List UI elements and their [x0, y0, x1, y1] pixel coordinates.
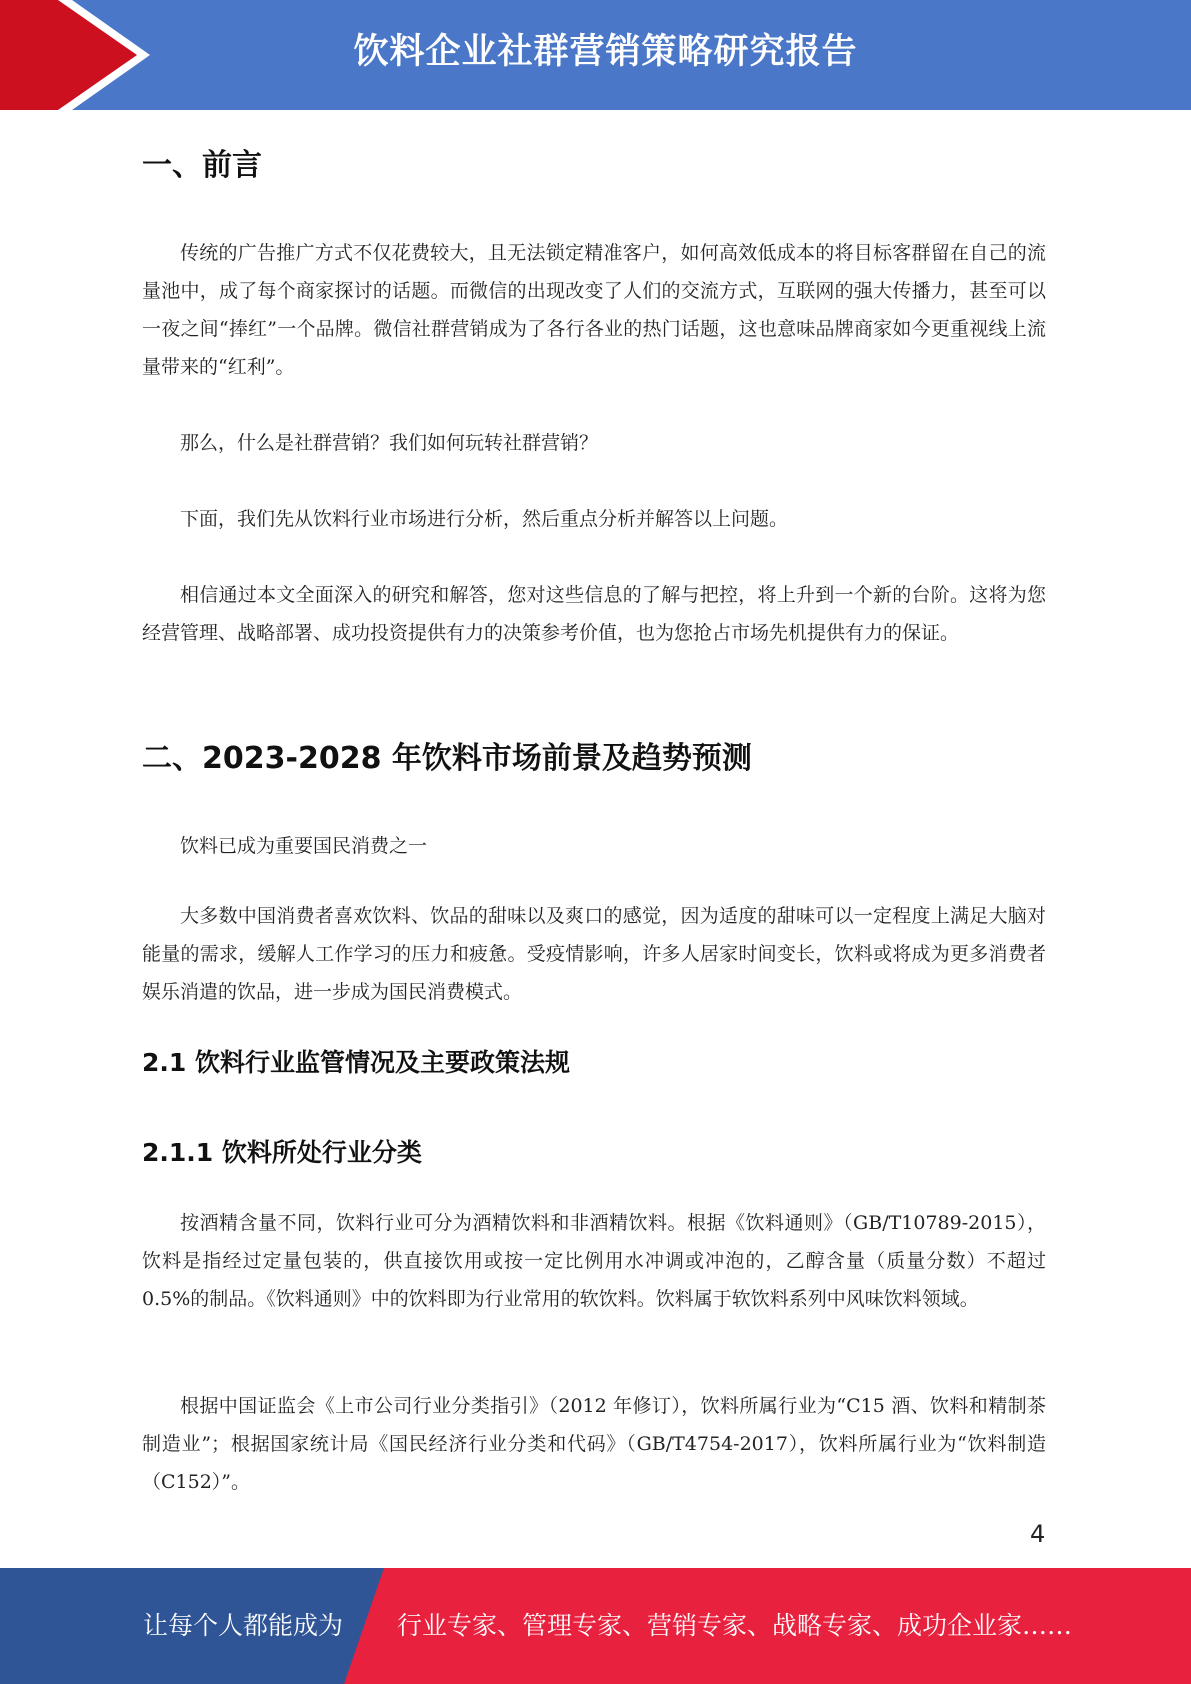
paragraph: 按酒精含量不同，饮料行业可分为酒精饮料和非酒精饮料。根据《饮料通则》（GB/T10789-2015），饮料是指经过定量包装的，供直接饮用或按一定比例用水冲调或冲泡的，乙醇含量（质量分数）不超过 0.5%的制品。《饮料通则》中的饮料即为行业常用的软饮料。饮料属于软饮料系列中风味饮料领域。: [142, 1212, 1046, 1310]
paragraph: 大多数中国消费者喜欢饮料、饮品的甜味以及爽口的感觉，因为适度的甜味可以一定程度上满足大脑对能量的需求，缓解人工作学习的压力和疲惫。受疫情影响，许多人居家时间变长，饮料或将成为更多消费者娱乐消遣的饮品，进一步成为国民消费模式。: [142, 905, 1046, 1003]
paragraph: 传统的广告推广方式不仅花费较大，且无法锁定精准客户，如何高效低成本的将目标客群留在自己的流量池中，成了每个商家探讨的话题。而微信的出现改变了人们的交流方式，互联网的强大传播力，甚至可以一夜之间“捧红”一个品牌。微信社群营销成为了各行各业的热门话题，这也意味品牌商家如今更重视线上流量带来的“红利”。: [142, 242, 1046, 378]
subsection-heading: 2.1 饮料行业监管情况及主要政策法规: [142, 1048, 570, 1077]
footer-slogan-right: 行业专家、管理专家、营销专家、战略专家、成功企业家……: [397, 1611, 1073, 1640]
section-heading-market-forecast: 二、2023-2028 年饮料市场前景及趋势预测: [142, 741, 752, 776]
page-number: 4: [1030, 1520, 1046, 1548]
page-header: [0, 0, 1191, 110]
subsubsection-heading: 2.1.1 饮料所处行业分类: [142, 1138, 422, 1167]
section-heading-preface: 一、前言: [142, 148, 262, 183]
paragraph: 饮料已成为重要国民消费之一: [180, 835, 428, 857]
paragraph: 那么，什么是社群营销？我们如何玩转社群营销？: [180, 432, 599, 454]
paragraph: 相信通过本文全面深入的研究和解答，您对这些信息的了解与把控，将上升到一个新的台阶。这将为您经营管理、战略部署、成功投资提供有力的决策参考价值，也为您抢占市场先机提供有力的保证。: [142, 584, 1046, 644]
page-footer: [0, 1568, 1191, 1684]
paragraph: 根据中国证监会《上市公司行业分类指引》（2012 年修订），饮料所属行业为“C15 酒、饮料和精制茶制造业”；根据国家统计局《国民经济行业分类和代码》（GB/T4754-2017），饮料所属行业为“饮料制造（C152）”。: [142, 1395, 1046, 1493]
paragraph: 下面，我们先从饮料行业市场进行分析，然后重点分析并解答以上问题。: [180, 508, 789, 530]
report-title: 饮料企业社群营销策略研究报告: [353, 32, 858, 72]
footer-slogan-left: 让每个人都能成为: [143, 1611, 344, 1640]
